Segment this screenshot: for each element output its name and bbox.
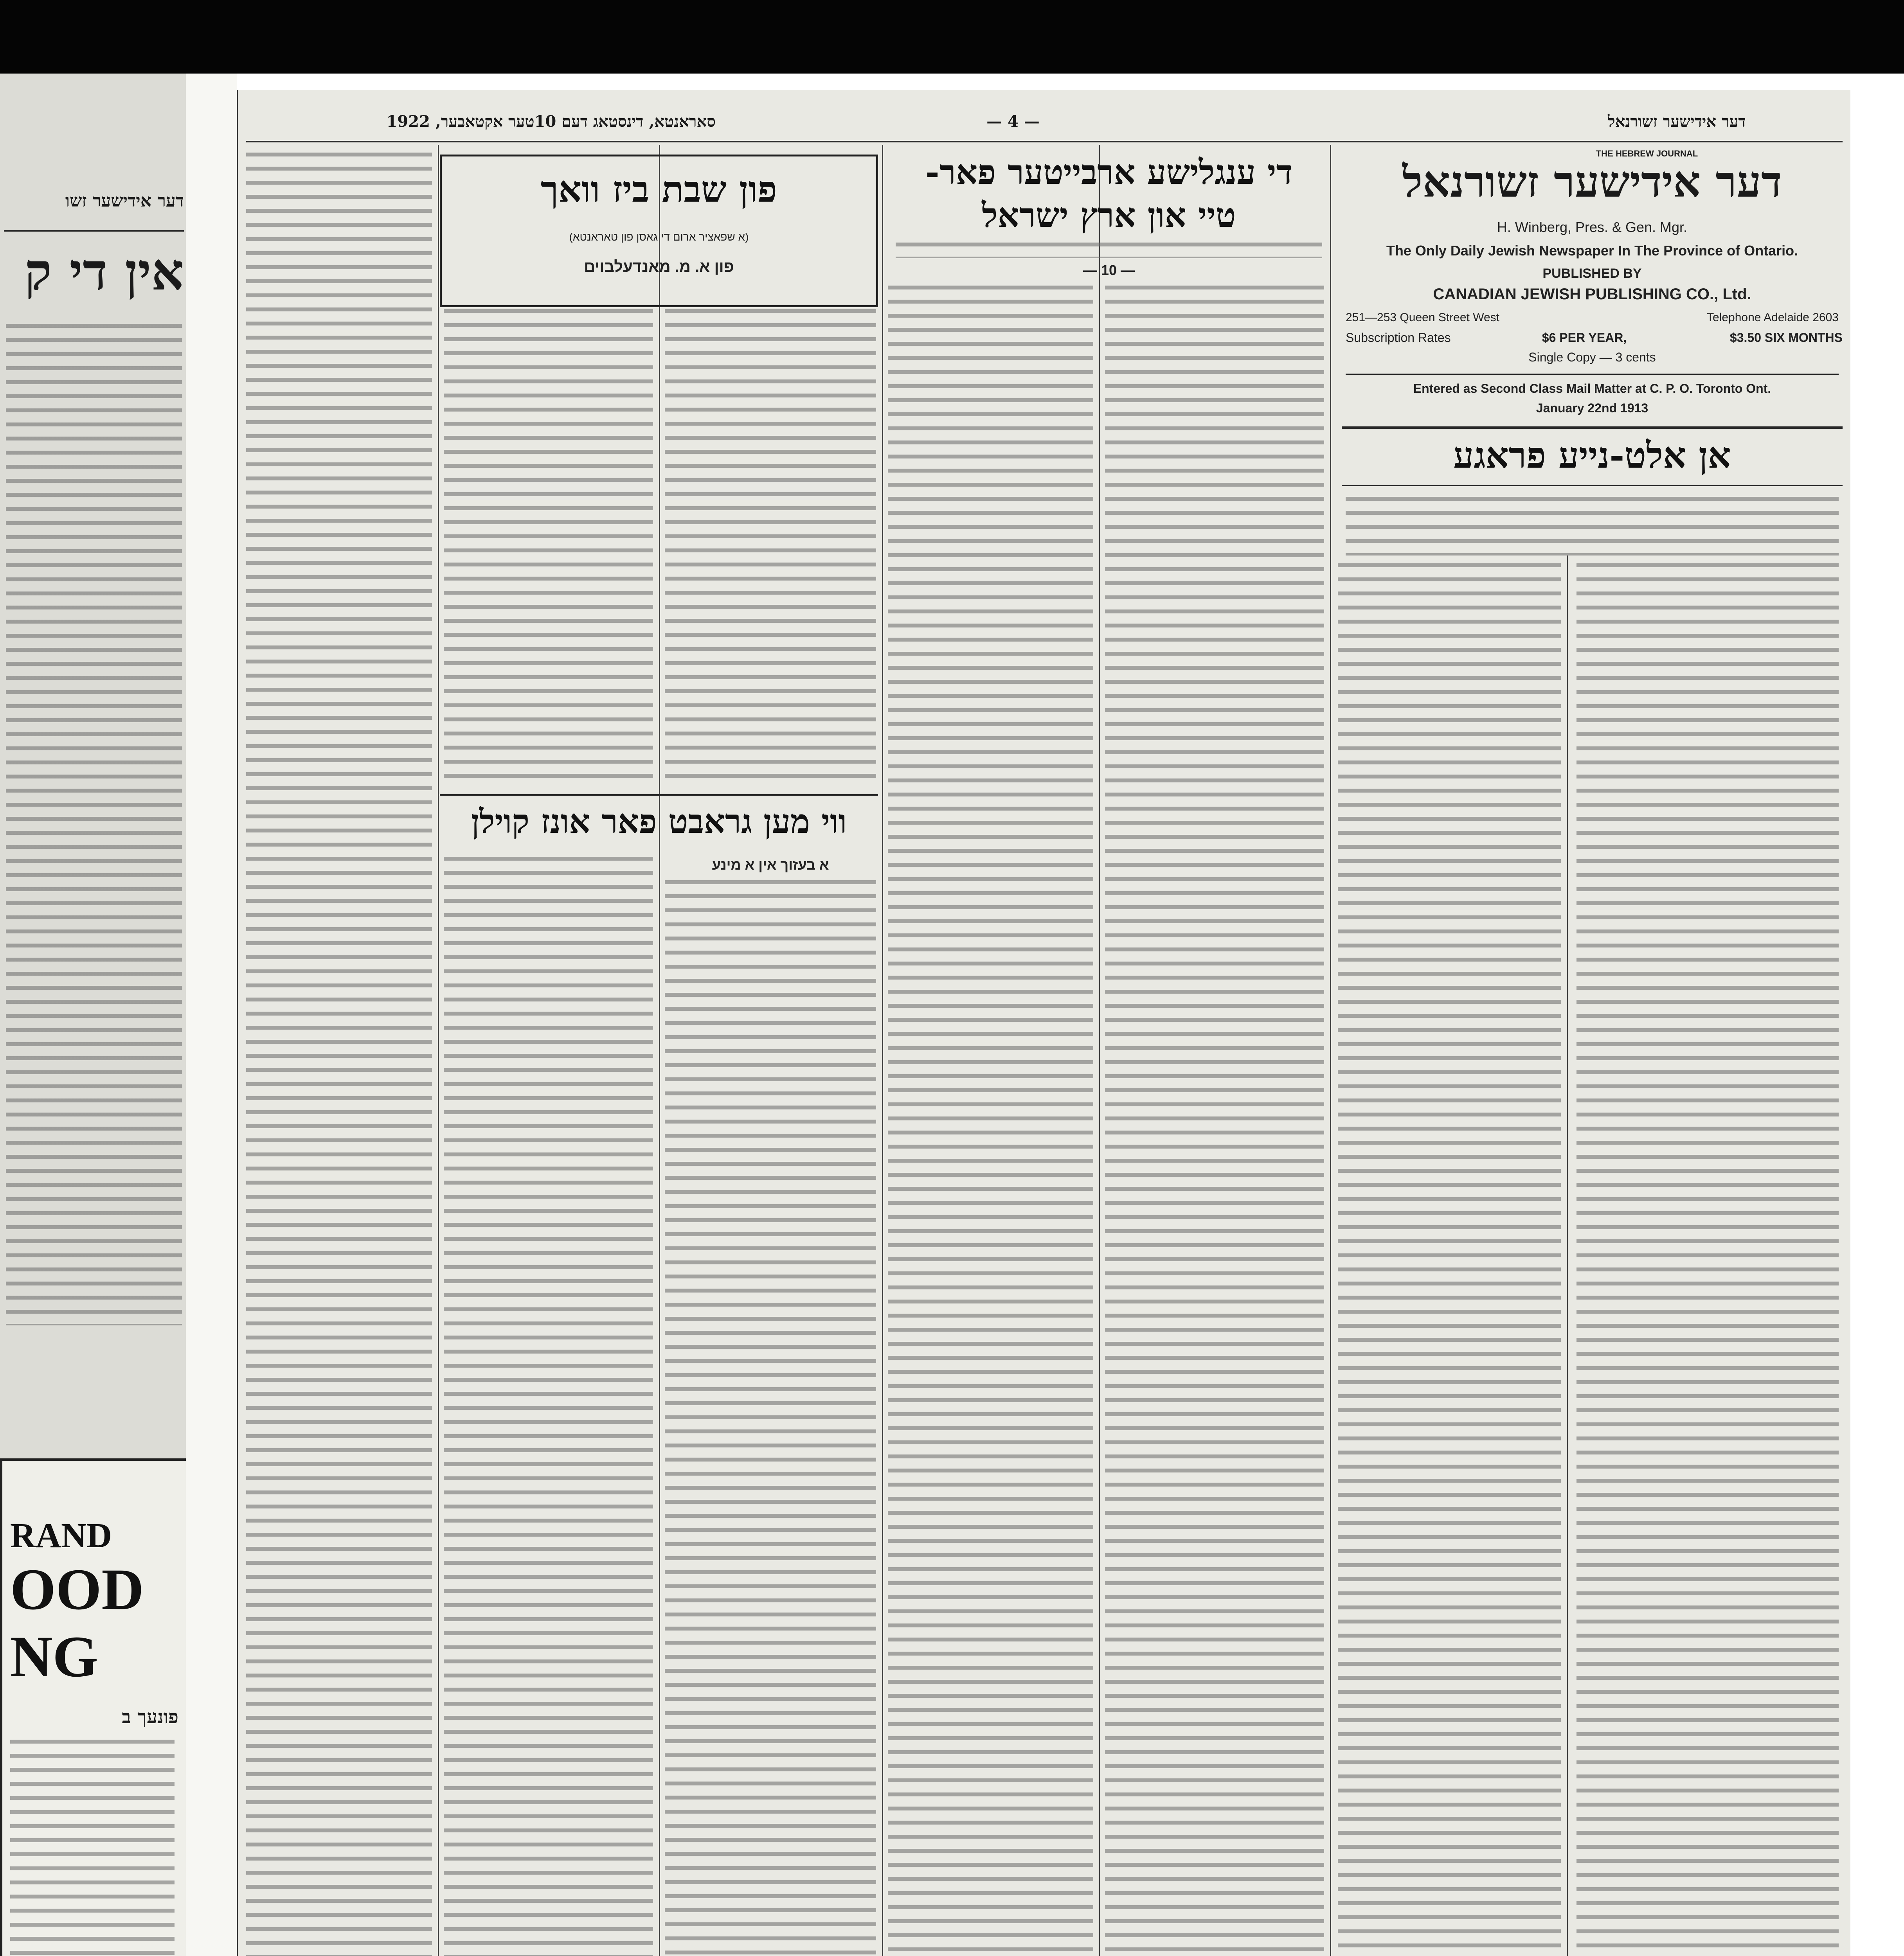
masthead-telephone: Telephone Adelaide 2603 [1707, 311, 1839, 324]
left-page-folio: דער אידישער זשו [65, 191, 184, 211]
column-headline: פון שבת ביז וואך [540, 168, 777, 210]
column-rule-4 [1099, 145, 1100, 1956]
column-body-col-a [665, 309, 876, 786]
feature-top-rule [440, 794, 878, 796]
column-rule-5 [1330, 145, 1331, 1956]
left-page-rule [4, 230, 184, 232]
masthead-bottom-rule [1342, 426, 1843, 429]
feature-body-col-b [444, 857, 653, 1956]
newspaper-page [237, 90, 1850, 1956]
editorial-body [1346, 497, 1839, 556]
masthead-rate-six-months: $3.50 SIX MONTHS [1729, 331, 1843, 345]
left-page-text [6, 324, 182, 1325]
masthead-entered-date: January 22nd 1913 [1536, 401, 1648, 415]
masthead-address: 251—253 Queen Street West [1346, 311, 1500, 324]
masthead-published-by: PUBLISHED BY [1542, 266, 1642, 281]
column-rule-3 [882, 145, 883, 1956]
feature-body-col-a [665, 880, 876, 1956]
folio-paper-name: דער אידישער זשורנאל [1608, 112, 1746, 131]
ad-line-1: RAND [10, 1516, 112, 1555]
column-title-box [440, 155, 878, 307]
feature-subheading: א בעזוך אין א מינע [712, 857, 829, 873]
masthead-publisher: H. Winberg, Pres. & Gen. Mgr. [1497, 219, 1688, 235]
masthead-entered-as: Entered as Second Class Mail Matter at C. P. O. Toronto Ont. [1413, 381, 1771, 396]
labour-headline-line-1: די ענגלישע ארבייטער פאר- [925, 153, 1292, 192]
ad-line-3: NG [10, 1624, 98, 1689]
scan-top-border [0, 0, 1904, 74]
labour-intro [896, 243, 1322, 258]
ad-line-2: OOD [10, 1557, 144, 1622]
masthead-rule [1346, 374, 1839, 375]
column-rule-2 [659, 145, 660, 1956]
labour-headline-line-2: טיי און ארץ ישראל [982, 196, 1236, 235]
column-rule-6 [1567, 556, 1568, 1956]
folio-rule [246, 141, 1843, 142]
left-page-headline: אין די ק [24, 242, 184, 302]
masthead-company: CANADIAN JEWISH PUBLISHING CO., Ltd. [1433, 286, 1751, 303]
column-body-col-b [444, 309, 653, 786]
masthead-small-label: THE HEBREW JOURNAL [1596, 149, 1698, 158]
masthead-subscription-label: Subscription Rates [1346, 331, 1451, 345]
folio-page-number: — 4 — [986, 112, 1040, 131]
editorial-body-col-a [1576, 563, 1839, 1956]
column-subtitle: (א שפאציר ארום די גאסן פון טאראנטא) [569, 231, 749, 243]
masthead-single-copy: Single Copy — 3 cents [1528, 350, 1656, 364]
editorial-headline: אן אלט-נייע פראגע [1453, 434, 1731, 476]
ad-body-text [10, 1740, 175, 1956]
labour-byline: — 10 — [1083, 262, 1135, 278]
advertisement [0, 1458, 189, 1956]
column-rule-1 [438, 145, 439, 1956]
feature-headline: ווי מען גראבט פאר אונז קוילן [471, 802, 847, 841]
masthead-rate-year: $6 PER YEAR, [1542, 331, 1627, 345]
previous-page-strip [0, 74, 186, 1956]
masthead-title: דער אידישער זשורנאל [1402, 156, 1782, 207]
page-gutter [186, 74, 237, 1956]
labour-body-col-b [888, 286, 1093, 1956]
masthead-tagline: The Only Daily Jewish Newspaper In The Province of Ontario. [1386, 243, 1798, 259]
editorial-body-col-b [1338, 563, 1561, 1956]
leftmost-column-body [246, 153, 432, 1956]
ad-hebrew-text: פונעך ב [122, 1706, 178, 1728]
editorial-headline-rule [1342, 485, 1843, 486]
column-author: פון א. מ. מאנדעלבוים [584, 258, 734, 275]
folio-left: סאראנטא, דינסטאג דעם 10טער אקטאבער, 1922 [386, 112, 716, 131]
labour-body-col-a [1105, 286, 1324, 1956]
